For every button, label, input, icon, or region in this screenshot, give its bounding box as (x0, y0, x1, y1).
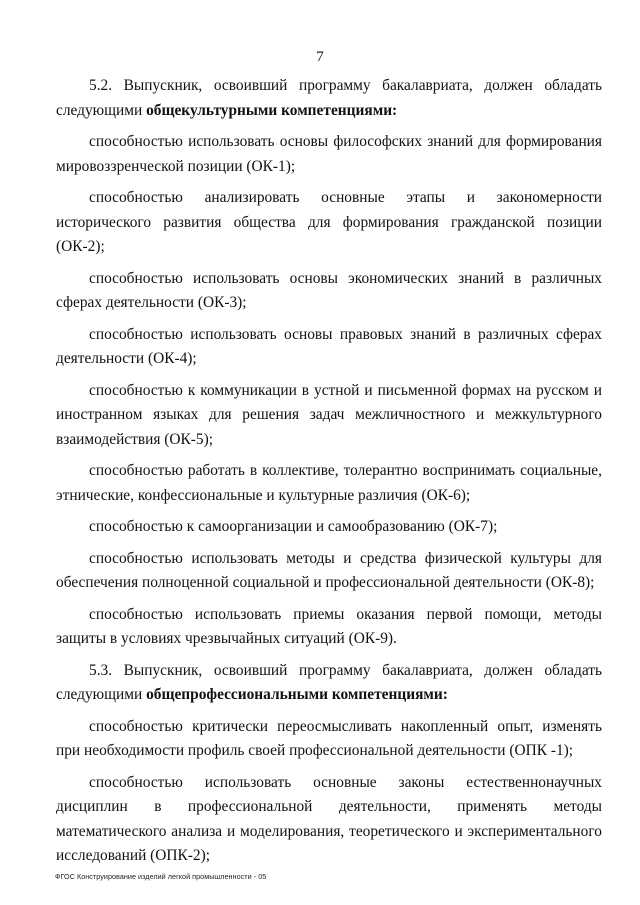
competency-item-opk-2: способностью использовать основные законы естественнонаучных дисциплин в профессиональной деятельности, применять методы математического анализа и моделирования, теоретического и экспериментального исследований (ОПК-2); (56, 773, 602, 864)
page-number: 7 (316, 49, 324, 65)
document-body (56, 74, 602, 869)
section-5-3-intro (56, 659, 602, 708)
competency-item-ok-6: способностью работать в коллективе, толерантно воспринимать социальные, этнические, конфессиональные и культурные различия (ОК-6); (56, 462, 602, 504)
competency-item-ok-4: способностью использовать основы правовых знаний в различных сферах деятельности (ОК-4); (56, 325, 602, 367)
competency-item-ok-3: способностью использовать основы экономических знаний в различных сферах деятельности (ОК-3); (56, 269, 602, 311)
section-5-3-intro-text: 5.3. Выпускник, освоивший программу бакалавриата, должен обладать следующими (56, 661, 602, 703)
competency-item-ok-9: способностью использовать приемы оказания первой помощи, методы защиты в условиях чрезвычайных ситуаций (ОК-9). (56, 605, 602, 647)
section-5-3-intro-bold: общепрофессиональными компетенциями: (146, 686, 448, 703)
competency-item-ok-7: способностью к самоорганизации и самообразованию (ОК-7); (89, 518, 498, 535)
competency-item-ok-5: способностью к коммуникации в устной и письменной формах на русском и иностранном языках для решения задач межличностного и межкультурного взаимодействия (ОК-5); (56, 381, 602, 448)
competency-item-ok-1: способностью использовать основы философских знаний для формирования мировоззренческой позиции (ОК-1); (56, 133, 602, 175)
competency-item-ok-8: способностью использовать методы и средства физической культуры для обеспечения полноценной социальной и профессиональной деятельности (ОК-8); (56, 549, 602, 591)
competency-item-ok-2: способностью анализировать основные этапы и закономерности исторического развития общества для формирования гражданской позиции (ОК-2); (56, 189, 602, 255)
competency-item-opk-1: способностью критически переосмысливать накопленный опыт, изменять при необходимости профиль своей профессиональной деятельности (ОПК -1); (56, 717, 602, 759)
section-5-2-intro-bold: общекультурными компетенциями: (146, 101, 398, 119)
section-5-2-intro (56, 74, 602, 123)
page-footer: ФГОС Конструирование изделий легкой промышленности - 05 (55, 872, 267, 881)
section-5-2-intro-text: 5.2. Выпускник, освоивший программу бакалавриата, должен обладать следующими (56, 77, 602, 119)
